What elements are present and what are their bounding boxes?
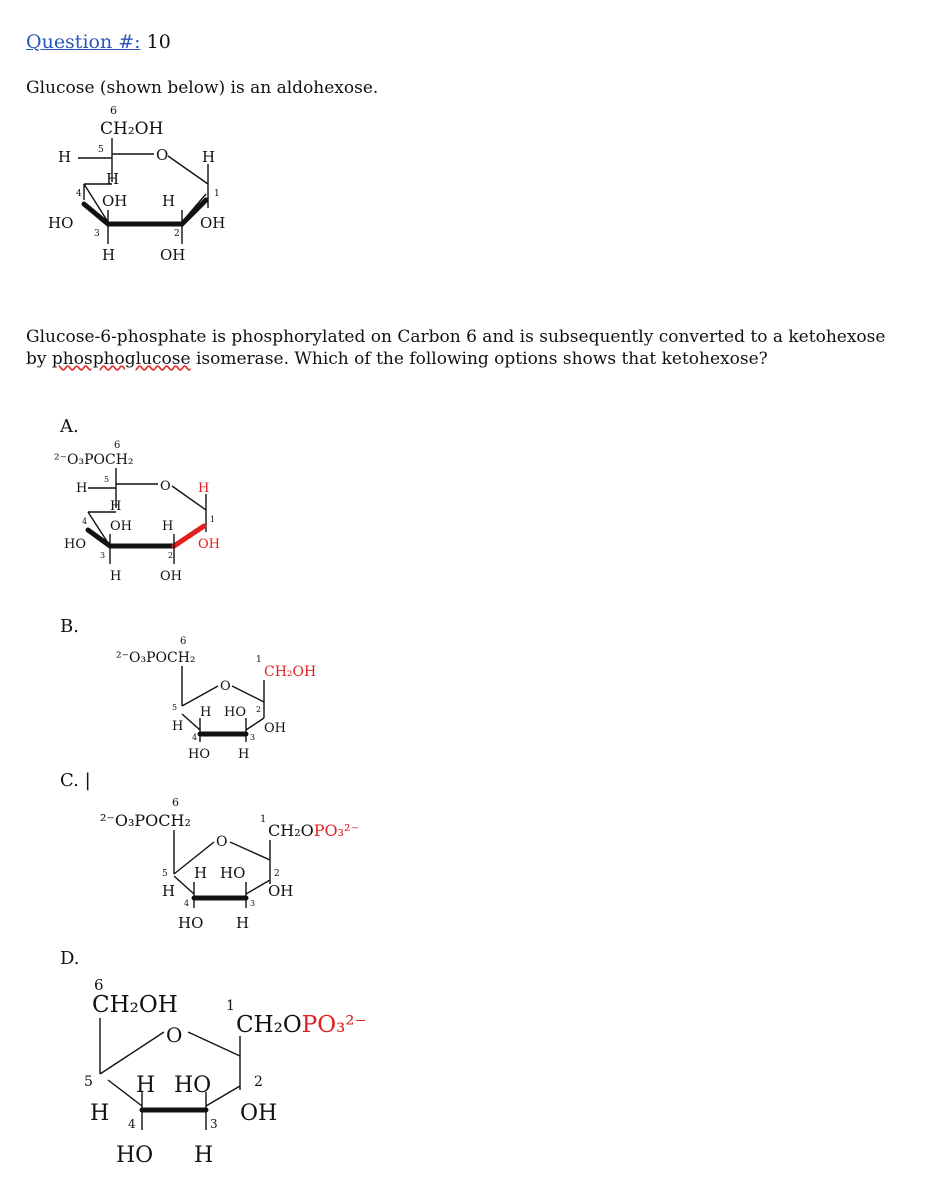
c5-number: 5 (162, 869, 168, 879)
c2-number: 2 (174, 229, 180, 239)
c3-ho-up: HO (224, 705, 246, 720)
c4-ho: HO (64, 537, 86, 552)
c1-oh: OH (198, 537, 220, 552)
c4-ho-down: HO (178, 914, 204, 932)
c4-number: 4 (184, 899, 190, 908)
c3-h-down: H (238, 747, 250, 762)
c6-group: ²⁻O₃POCH₂ (54, 452, 134, 468)
c5-number: 5 (172, 703, 178, 712)
c2-oh-down: OH (160, 246, 186, 264)
c5-h: H (90, 1101, 110, 1126)
c2-oh: OH (240, 1101, 278, 1126)
option-a-letter[interactable]: A. (60, 416, 79, 437)
c3-ho-up: HO (174, 1073, 212, 1098)
c3-oh-up: OH (110, 519, 132, 534)
c2-h-up: H (162, 519, 174, 534)
c6-number: 6 (94, 976, 104, 994)
c6-group: CH₂OH (92, 992, 178, 1018)
option-c-structure[interactable] (96, 796, 386, 936)
c5-number: 5 (98, 145, 104, 155)
c1-h-top: H (198, 481, 210, 496)
c4-h-up: H (106, 170, 120, 188)
question-text-part2: isomerase. Which of the following options shows that ketohexose? (190, 349, 768, 369)
c1-h-top: H (202, 148, 216, 166)
c3-number: 3 (210, 1117, 218, 1131)
c4-ho-down: HO (188, 747, 210, 762)
c1-oh: OH (200, 214, 226, 232)
c4-number: 4 (128, 1117, 136, 1131)
c4-h-up: H (136, 1073, 156, 1098)
text-cursor: | (84, 770, 91, 791)
c4-number: 4 (192, 733, 198, 742)
question-number-link[interactable]: Question #: (26, 31, 141, 53)
c1-group (268, 821, 359, 840)
c4-h-up: H (194, 864, 208, 882)
ring-oxygen: O (160, 479, 171, 494)
c3-h-down: H (236, 914, 250, 932)
c1-number: 1 (214, 189, 220, 199)
c3-number: 3 (250, 899, 256, 908)
c6-group: CH₂OH (100, 119, 164, 139)
c2-h-up: H (162, 192, 176, 210)
c3-h-down: H (194, 1143, 214, 1168)
c1-number: 1 (260, 814, 267, 825)
question-number: 10 (146, 31, 171, 53)
c3-h-down: H (102, 246, 116, 264)
c5-number: 5 (104, 475, 110, 484)
c1-number: 1 (226, 998, 235, 1014)
c5-number: 5 (84, 1074, 93, 1090)
c3-h-down: H (110, 569, 122, 584)
c1-group (236, 1012, 367, 1038)
c3-ho-up: HO (220, 864, 246, 882)
c2-oh: OH (268, 882, 294, 900)
option-c-letter[interactable] (60, 770, 91, 791)
glucose-structure (40, 104, 280, 274)
c1-number: 1 (210, 515, 216, 524)
c4-ho-down: HO (116, 1143, 154, 1168)
ring-oxygen: O (166, 1023, 183, 1047)
option-b-structure[interactable] (112, 634, 352, 764)
c1-number: 1 (256, 655, 262, 665)
c6-number: 6 (110, 104, 117, 117)
c2-oh: OH (264, 721, 286, 736)
c5-h: H (76, 481, 88, 496)
c5-h: H (172, 719, 184, 734)
question-number-label (26, 31, 171, 53)
intro-text: Glucose (shown below) is an aldohexose. (26, 78, 379, 98)
ring-oxygen: O (216, 834, 228, 850)
c3-number: 3 (100, 551, 106, 560)
option-d-letter[interactable]: D. (60, 948, 80, 969)
c4-h-up: H (110, 499, 122, 514)
c6-group: ²⁻O₃POCH₂ (116, 650, 196, 666)
option-a-structure[interactable] (52, 440, 272, 590)
ring-oxygen: O (156, 146, 169, 164)
c2-number: 2 (274, 869, 280, 879)
spellcheck-word[interactable]: phosphoglucose (51, 349, 191, 369)
c5-h: H (58, 148, 72, 166)
c1-group-red: PO₃²⁻ (313, 821, 359, 840)
c3-number: 3 (250, 733, 256, 742)
c3-oh-up: OH (102, 192, 128, 210)
question-text (26, 326, 906, 370)
option-d-structure[interactable] (80, 970, 400, 1170)
c2-number: 2 (254, 1074, 263, 1090)
c2-number: 2 (256, 705, 262, 714)
c4-h-up: H (200, 705, 212, 720)
c3-number: 3 (94, 229, 100, 239)
c4-number: 4 (82, 517, 88, 526)
question-text-part1: Glucose-6-phosphate is phosphorylated on Carbon 6 and is subsequently converted to a ketohexose by (26, 327, 886, 369)
c5-h: H (162, 882, 176, 900)
c2-number: 2 (168, 551, 174, 560)
ring-oxygen: O (220, 679, 231, 694)
c1-group-black: CH₂O (268, 821, 314, 840)
c6-number: 6 (114, 440, 121, 451)
option-b-letter[interactable]: B. (60, 616, 79, 637)
c1-group-red: PO₃²⁻ (301, 1012, 367, 1038)
c4-number: 4 (76, 189, 82, 199)
c6-number: 6 (172, 796, 179, 809)
c2-oh-down: OH (160, 569, 182, 584)
c6-group: ²⁻O₃POCH₂ (100, 811, 191, 830)
option-c-letter-text: C. (60, 770, 79, 791)
c1-group: CH₂OH (264, 664, 317, 680)
c4-ho: HO (48, 214, 74, 232)
c1-group-black: CH₂O (236, 1012, 302, 1038)
c6-number: 6 (180, 636, 187, 647)
